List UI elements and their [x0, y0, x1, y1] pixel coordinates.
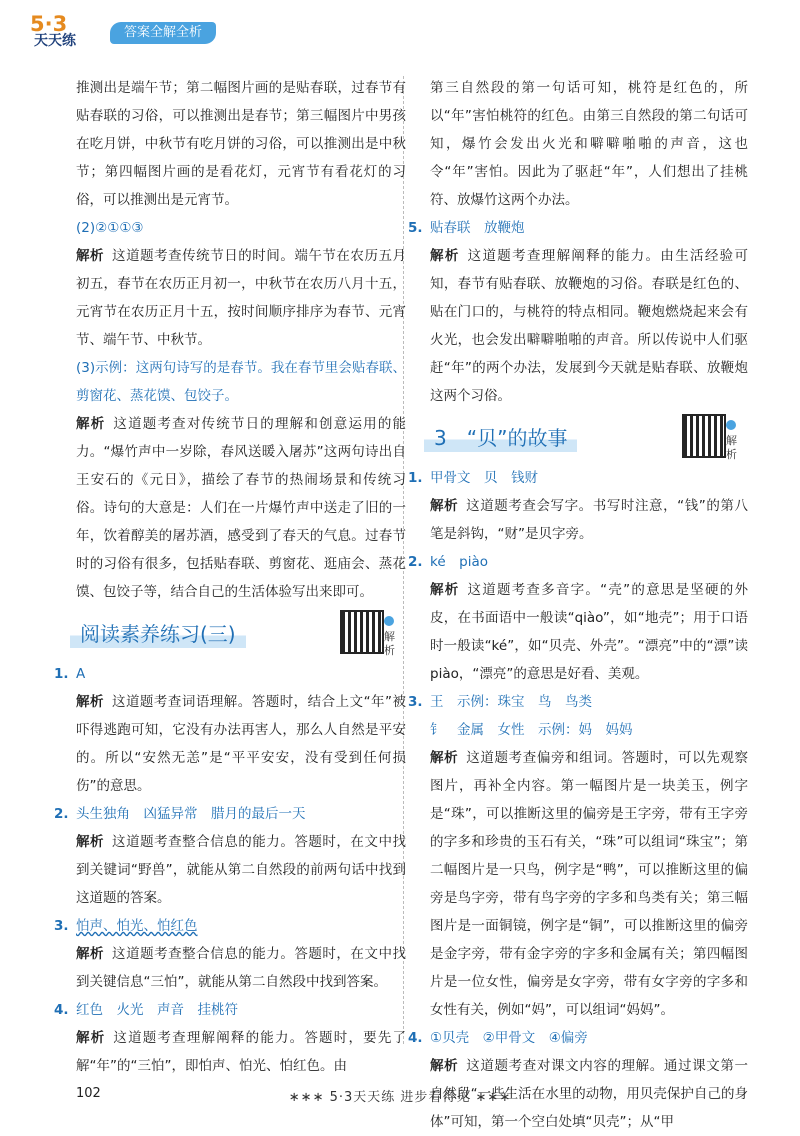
jiexi-label: 解析	[430, 582, 460, 598]
question-answer	[430, 716, 748, 744]
answer-text: 红色 火光 声音 挂桃符	[76, 1002, 238, 1018]
jiexi-label: 解析	[76, 834, 105, 850]
question-number: 4.	[54, 1002, 69, 1018]
question-number: 4.	[408, 1030, 423, 1046]
answer-text: 怕声、怕光、怕红色	[76, 918, 198, 934]
explanation	[430, 744, 748, 1024]
jiexi-label: 解析	[430, 750, 459, 766]
question-number: 1.	[54, 666, 69, 682]
qr-label: 解析	[726, 420, 740, 462]
question-answer	[54, 660, 406, 688]
question-number: 3.	[408, 694, 423, 710]
page-number: 102	[76, 1086, 101, 1101]
jiexi-label: 解析	[76, 248, 105, 264]
explanation-text: 这道题考查理解阐释的能力。由生活经验可知，春节有贴春联、放鞭炮的习俗。春联是红色的、贴在门口的，与桃符的特点相同。鞭炮燃烧起来会有火光，也会发出噼噼啪啪的声音。所以传说中人们驱赶“年”的两个办法，发展到今天就是贴春联、放鞭炮这两个习俗。	[430, 248, 749, 404]
brand-logo	[30, 14, 96, 52]
right-column	[408, 74, 749, 1136]
explanation-text: 这道题考查会写字。书写时注意，“钱”的第八笔是斜钩，“财”是贝字旁。	[430, 498, 748, 542]
explanation	[430, 492, 748, 548]
explanation-text: 这道题考查整合信息的能力。答题时，在文中找到关键词“野兽”，就能从第二自然段的前两句话中找到这道题的答案。	[76, 834, 407, 906]
jiexi-label: 解析	[76, 946, 105, 962]
explanation-text: 这道题考查对传统节日的理解和创意运用的能力。“爆竹声中一岁除，春风送暖入屠苏”这两句诗出自王安石的《元日》，描绘了春节的热闹场景和传统习俗。诗句的大意是：人们在一片爆竹声中送走了旧的一年，饮着醇美的屠苏酒，感受到了春天的气息。过春节时的习俗有很多，包括贴春联、剪窗花、逛庙会、蒸花馍、包饺子等，结合自己的生活体验写出来即可。	[76, 416, 407, 600]
question-answer	[408, 548, 748, 576]
play-icon	[384, 616, 394, 626]
section-heading	[424, 420, 742, 461]
jiexi-label: 解析	[76, 416, 106, 432]
explanation-text: 这道题考查对课文内容的理解。通过课文第一自然段“一些生活在水里的动物，用贝壳保护自己的身体”可知，第一个空白处填“贝壳”；从“甲	[430, 1058, 749, 1130]
explanation-text: 这道题考查多音字。“壳”的意思是坚硬的外皮，在书面语中一般读“qiào”，如“地壳”；用于口语时一般读“ké”，如“贝壳、外壳”。“漂亮”中的“漂”读 piào，“漂亮”的意思是好看、美观。	[430, 582, 748, 682]
answer-text: 贴春联 放鞭炮	[430, 220, 525, 236]
question-number: 5.	[408, 220, 423, 236]
header-tag: 答案全解全析	[110, 22, 216, 44]
question-number: 1.	[408, 470, 423, 486]
logo-line1: 5·3	[30, 12, 68, 36]
page-footer	[0, 1082, 800, 1112]
jiexi-label: 解析	[76, 1030, 106, 1046]
explanation-text: 这道题考查传统节日的时间。端午节在农历五月初五，春节在农历正月初一，中秋节在农历八月十五，元宵节在农历正月十五，按时间顺序排序为春节、元宵节、端午节、中秋节。	[76, 248, 407, 348]
logo-line2: 天天练	[34, 33, 76, 49]
question-answer	[408, 214, 748, 242]
explanation	[76, 828, 406, 912]
explanation	[76, 242, 406, 354]
answer-text: 王 示例：珠宝 鸟 鸟类	[430, 694, 592, 710]
answer-text: 钅 金属 女性 示例：妈 妈妈	[430, 722, 633, 738]
question-answer	[408, 464, 748, 492]
explanation-text: 这道题考查整合信息的能力。答题时，在文中找到关键信息“三怕”，就能从第二自然段中找到答案。	[76, 946, 407, 990]
section-heading	[70, 616, 400, 657]
explanation	[76, 940, 406, 996]
question-number: 2.	[54, 806, 69, 822]
explanation	[76, 1024, 406, 1080]
answer-text: ①贝壳 ②甲骨文 ④偏旁	[430, 1030, 588, 1046]
jiexi-label: 解析	[430, 248, 460, 264]
explanation-text: 这道题考查词语理解。答题时，结合上文“年”被吓得逃跑可知，它没有办法再害人，那么人自然是平安的。所以“安然无恙”是“平平安安，没有受到任何损伤”的意思。	[76, 694, 406, 794]
footer-slogan: ∗∗∗ 5·3天天练 进步看得见 ∗∗∗	[288, 1090, 512, 1105]
answer-text: 头生独角 凶猛异常 腊月的最后一天	[76, 806, 306, 822]
page-header	[30, 14, 330, 54]
question-answer	[408, 1024, 748, 1052]
jiexi-label: 解析	[76, 694, 104, 710]
question-answer	[54, 996, 406, 1024]
answer: (2)②①①③	[76, 220, 144, 236]
play-icon	[726, 420, 736, 430]
jiexi-label: 解析	[430, 498, 459, 514]
question-answer	[408, 688, 748, 716]
explanation	[76, 410, 406, 606]
left-column	[54, 74, 407, 1080]
question-number: 3.	[54, 918, 69, 934]
jiexi-label: 解析	[430, 1058, 459, 1074]
question-answer	[54, 912, 406, 940]
section-title: 3 “贝”的故事	[424, 424, 577, 452]
qr-code-icon	[342, 612, 382, 652]
qr-code-icon	[684, 416, 724, 456]
answer: (3)示例：这两句诗写的是春节。我在春节里会贴春联、剪窗花、蒸花馍、包饺子。	[76, 360, 406, 404]
question-number: 2.	[408, 554, 423, 570]
explanation	[430, 576, 748, 688]
section-title: 阅读素养练习(三)	[70, 620, 246, 648]
explanation	[430, 242, 748, 410]
explanation-text: 这道题考查偏旁和组词。答题时，可以先观察图片，再补全内容。第一幅图片是一块美玉，例字是“珠”，可以推断这里的偏旁是王字旁，带有王字旁的字多和珍贵的玉石有关，“珠”可以组词“珠宝”；第二幅图片是一只鸟，例字是“鸭”，可以推断这里的偏旁是鸟字旁，带有鸟字旁的字多和鸟类有关；第三幅图片是一面铜镜，例字是“铜”，可以推断这里的偏旁是金字旁，带有金字旁的字多和金属有关；第四幅图片是一位女性，偏旁是女字旁，带有女字旁的字多和女性有关，例如“妈”，可以组词“妈妈”。	[430, 750, 749, 1018]
question-answer	[54, 800, 406, 828]
explanation-text: 这道题考查理解阐释的能力。答题时，要先了解“年”的“三怕”，即怕声、怕光、怕红色。由	[76, 1030, 407, 1074]
answer-text: ké piào	[430, 554, 488, 570]
qr-label: 解析	[384, 616, 398, 658]
answer-text: A	[76, 666, 86, 682]
paragraph: 第三自然段的第一句话可知，桃符是红色的，所以“年”害怕桃符的红色。由第三自然段的第二句话可知，爆竹会发出火光和噼噼啪啪的声音，这也令“年”害怕。因此为了驱赶“年”，人们想出了挂桃符、放爆竹这两个办法。	[430, 80, 748, 208]
explanation	[76, 688, 406, 800]
answer-text: 甲骨文 贝 钱财	[430, 470, 538, 486]
paragraph: 推测出是端午节；第二幅图片画的是贴春联，过春节有贴春联的习俗，可以推测出是春节；第三幅图片中男孩在吃月饼，中秋节有吃月饼的习俗，可以推测出是中秋节；第四幅图片画的是看花灯，元宵节有看花灯的习俗，可以推测出是元宵节。	[76, 80, 406, 208]
